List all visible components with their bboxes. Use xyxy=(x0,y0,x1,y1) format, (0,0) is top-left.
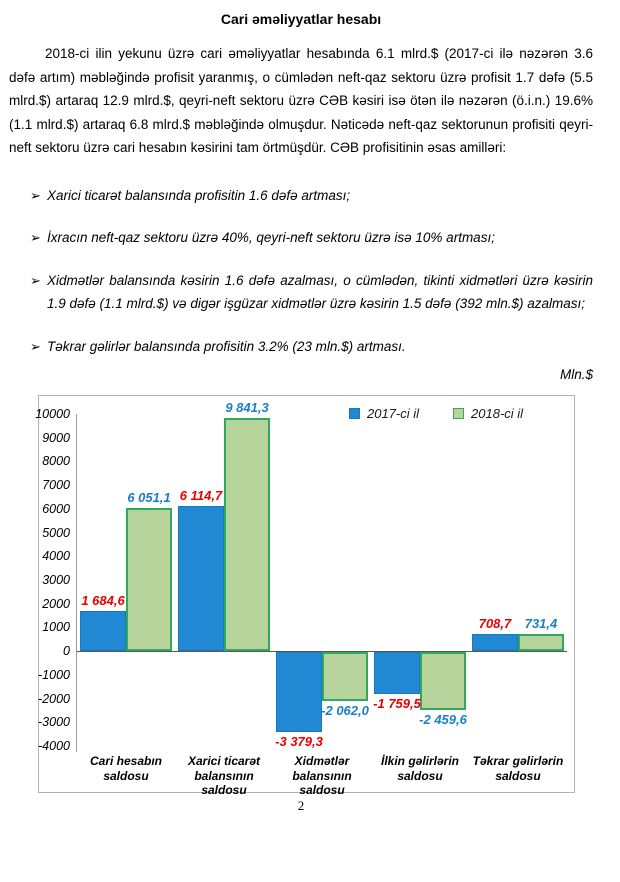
bar-2018-ci-il-4 xyxy=(518,634,564,651)
x-axis-category-label: Təkrar gəlirlərin saldosu xyxy=(472,754,564,783)
bullet-text: Xarici ticarət balansında profisitin 1.6 dəfə artması; xyxy=(47,187,351,203)
page-number: 2 xyxy=(297,798,305,813)
bar-2017-ci-il-0 xyxy=(80,611,126,651)
bullet-text: Xidmətlər balansında kəsirin 1.6 dəfə azalması, o cümlədən, tikinti xidmətləri üzrə kəsirin 1.9 dəfə (1.1 mlrd.$) və digər işgüzar xidmətlər üzrə kəsirin 1.5 dəfə (392 mln.$) azalması; xyxy=(47,272,593,311)
bar-value-label: 1 684,6 xyxy=(81,593,125,609)
bar-2018-ci-il-1 xyxy=(224,418,270,651)
y-axis-tick-label: 2000 xyxy=(42,596,70,611)
legend-label-2018: 2018-ci il xyxy=(471,406,524,421)
bullet-arrow-icon: ➢ xyxy=(30,230,41,245)
bullet-item xyxy=(32,184,593,208)
bullet-item xyxy=(32,226,593,250)
bar-2018-ci-il-2 xyxy=(322,652,368,701)
bullet-text: İxracın neft-qaz sektoru üzrə 40%, qeyri-neft sektoru üzrə isə 10% artması; xyxy=(47,230,495,245)
x-axis-category-label: Cari hesabın saldosu xyxy=(89,754,163,783)
bar-value-label: 6 114,7 xyxy=(179,488,223,504)
bar-2018-ci-il-3 xyxy=(420,652,466,710)
y-axis-tick-label: 3000 xyxy=(42,573,70,587)
bar-2017-ci-il-4 xyxy=(472,634,518,651)
bar-2017-ci-il-1 xyxy=(178,506,224,651)
y-axis-tick-label: 4000 xyxy=(42,549,70,564)
bar-value-label: -2 062,0 xyxy=(321,703,369,719)
x-axis-category-label: İlkin gəlirlərin saldosu xyxy=(380,754,460,783)
bullet-list xyxy=(9,184,593,359)
y-axis-tick-label: 8000 xyxy=(42,454,70,469)
bar-value-label: 708,7 xyxy=(478,616,512,632)
bullet-item xyxy=(32,269,593,316)
bar-2017-ci-il-3 xyxy=(374,652,420,694)
y-axis-tick-label: -3000 xyxy=(38,715,70,730)
y-axis-tick-label: 9000 xyxy=(42,430,70,445)
x-axis-category-label: Xarici ticarət balansının saldosu xyxy=(187,754,261,797)
bar-value-label: 9 841,3 xyxy=(225,399,269,415)
y-axis-tick-label: 10000 xyxy=(35,407,70,421)
chart xyxy=(35,395,575,797)
y-axis-tick-label: 1000 xyxy=(42,620,70,635)
y-axis-tick-label: -4000 xyxy=(38,739,70,753)
bar-2018-ci-il-0 xyxy=(126,508,172,651)
bar-value-label: -1 759,5 xyxy=(373,695,421,711)
y-axis-tick-label: -1000 xyxy=(38,667,70,682)
bar-value-label: 731,4 xyxy=(524,615,558,631)
bar-2017-ci-il-2 xyxy=(276,652,322,732)
bullet-item xyxy=(32,335,593,359)
y-axis-line xyxy=(76,414,77,752)
bullet-arrow-icon: ➢ xyxy=(30,187,41,203)
chart-unit-label: Mln.$ xyxy=(559,367,593,382)
y-axis-tick-label: -2000 xyxy=(38,691,70,706)
bar-value-label: 6 051,1 xyxy=(127,489,171,505)
bullet-text: Təkrar gəlirlər balansında profisitin 3.2% (23 mln.$) artması. xyxy=(47,338,406,354)
bar-value-label: -3 379,3 xyxy=(275,734,323,750)
y-axis-tick-label: 5000 xyxy=(42,525,70,540)
bullet-arrow-icon: ➢ xyxy=(30,338,41,354)
y-axis-tick-label: 7000 xyxy=(42,478,70,493)
bullet-arrow-icon: ➢ xyxy=(30,272,41,288)
bar-value-label: -2 459,6 xyxy=(419,712,467,728)
page-title: Cari əməliyyatlar hesabı xyxy=(220,11,382,27)
x-axis-category-label: Xidmətlər balansının saldosu xyxy=(292,754,352,797)
y-axis-tick-label: 0 xyxy=(63,644,70,659)
y-axis-tick-label: 6000 xyxy=(42,501,70,516)
legend-label-2017: 2017-ci il xyxy=(367,406,420,421)
intro-paragraph: 2018-ci ilin yekunu üzrə cari əməliyyatlar hesabında 6.1 mlrd.$ (2017-ci ilə nəzərən 3.6 dəfə artım) məbləğində profisit yaranmış, o cümlədən neft-qaz sektoru üzrə profisit 1.7 dəfə (5.5 mlrd.$) artaraq 12.9 mlrd.$, qeyri-neft sektoru üzrə CƏB kəsiri isə ötən ilə nəzərən (ö.i.n.) 19.6% (1.1 mlrd.$) artaraq 6.8 mlrd.$ məbləğində olmuşdur. Nəticədə neft-qaz sektorunun profisiti qeyri-neft sektoru üzrə cari hesabın kəsirini tam örtmüşdür. CƏB profisitinin əsas amilləri: xyxy=(9,46,593,155)
